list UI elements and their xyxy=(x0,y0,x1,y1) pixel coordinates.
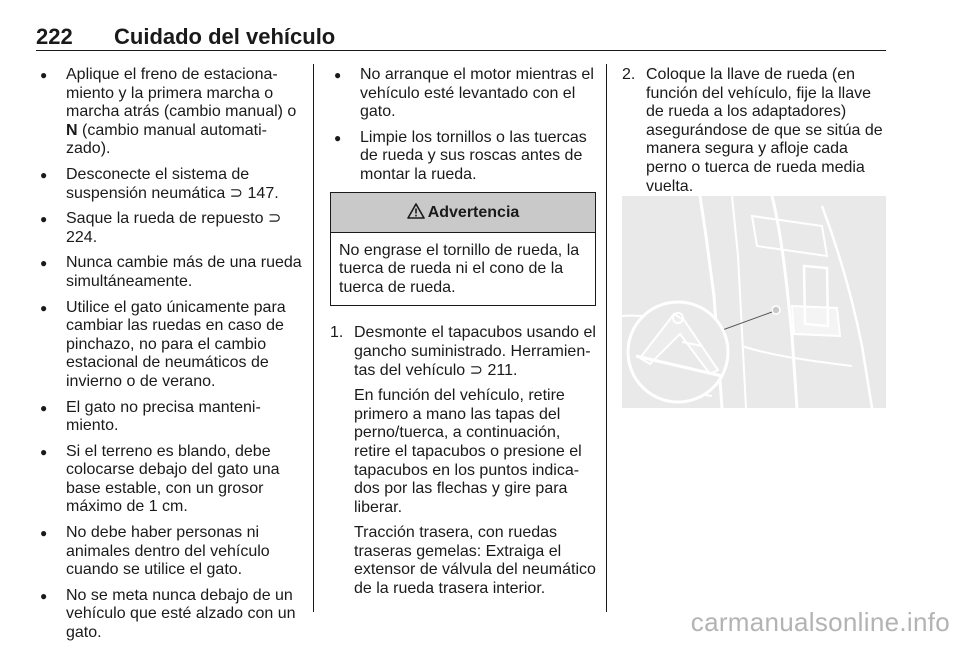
list-item: ● Utilice el gato únicamente para cambiar las ruedas en caso de pinchazo, no para el cambio estacional de neumáticos de invierno o de verano. xyxy=(36,299,304,392)
watermark: carmanualsonline.info xyxy=(690,607,950,637)
page-reference-icon: ⊃ xyxy=(229,184,244,202)
step-text: Coloque la llave de rueda (en función del vehículo, fije la llave de rueda a los adaptadores) asegurándose de que se sitúa de manera segura y afloje cada perno o tuerca de rueda media vuelta. xyxy=(646,66,883,195)
column-3 xyxy=(622,66,886,203)
list-item: ● No arranque el motor mientras el vehículo esté levantado con el gato. xyxy=(330,66,596,122)
procedure-steps xyxy=(330,324,596,598)
list-item: ● Limpie los tornillos o las tuercas de rueda y sus roscas antes de montar la rueda. xyxy=(330,129,596,185)
column-divider-2 xyxy=(606,64,607,612)
list-item: ● Saque la rueda de repuesto ⊃ 224. xyxy=(36,210,304,247)
step-text: Desmonte el tapacubos usando el gancho suministrado. Herramientas del vehículo ⊃ 211. xyxy=(354,324,596,379)
warning-title: Advertencia xyxy=(427,203,520,221)
list-item: ● Nunca cambie más de una rueda simultáneamente. xyxy=(36,254,304,291)
page-header xyxy=(36,24,886,52)
list-item: ● No se meta nunca debajo de un vehículo que esté alzado con un gato. xyxy=(36,587,304,643)
jack-drawing xyxy=(622,196,886,408)
warning-text: No engrase el tornillo de rueda, la tuerca de rueda ni el cono de la tuerca de rueda. xyxy=(339,241,580,296)
page-reference-icon: ⊃ xyxy=(469,361,484,379)
column-1 xyxy=(36,66,304,650)
step-item xyxy=(330,324,596,598)
jack-placement-illustration xyxy=(622,196,886,408)
list-item: ● Si el terreno es blando, debe colocarse debajo del gato una base estable, con un grosor máximo de 1 cm. xyxy=(36,443,304,517)
list-item: ● No debe haber personas ni animales dentro del vehículo cuando se utilice el gato. xyxy=(36,524,304,580)
step-paragraph: Tracción trasera, con ruedas traseras gemelas: Extraiga el extensor de válvula del neumático de la rueda trasera interior. xyxy=(354,524,596,598)
step-paragraph: En función del vehículo, retire primero a mano las tapas del perno/tuerca, a continuación, retire el tapacubos o presione el tapacubos en los puntos indicados por las flechas y gire para liberar. xyxy=(354,387,582,516)
step-number: 1. xyxy=(330,324,344,342)
page-reference[interactable]: 147 xyxy=(247,184,275,202)
column-2 xyxy=(330,66,596,606)
warning-triangle-icon xyxy=(407,203,425,219)
precaution-list xyxy=(36,66,304,643)
page-number: 222 xyxy=(36,24,73,49)
step-item xyxy=(622,66,886,196)
list-item: ● Desconecte el sistema de suspensión neumática ⊃ 147. xyxy=(36,166,304,203)
list-item: ● Aplique el freno de estacionamiento y la primera marcha o marcha atrás (cambio manual) o N (cambio manual automatizado). xyxy=(36,66,304,159)
page-reference[interactable]: 224 xyxy=(66,228,93,246)
page-reference-icon: ⊃ xyxy=(267,210,282,228)
header-divider xyxy=(36,50,886,51)
list-item: ● El gato no precisa mantenimiento. xyxy=(36,399,304,436)
page-title: Cuidado del vehículo xyxy=(114,24,336,49)
warning-header xyxy=(331,193,595,233)
warning-box xyxy=(330,192,596,307)
step-number: 2. xyxy=(622,66,636,83)
procedure-steps-continued xyxy=(622,66,886,196)
page-reference[interactable]: 211 xyxy=(487,361,513,379)
column-divider-1 xyxy=(313,64,314,612)
precaution-list-continued xyxy=(330,66,596,185)
